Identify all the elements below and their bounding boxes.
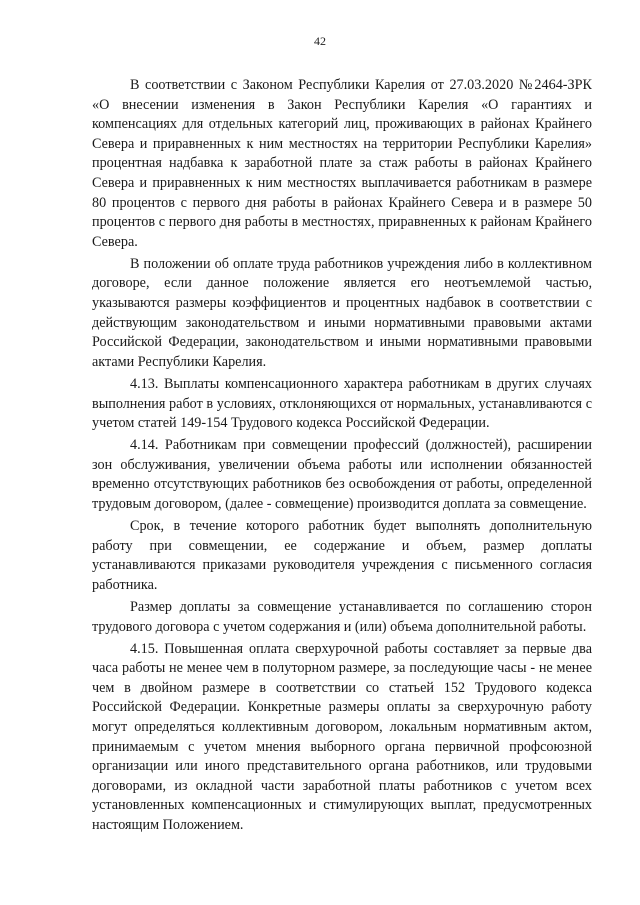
page-number: 42 [314, 34, 326, 48]
paragraph-combination-term: Срок, в течение которого работник будет выполнять дополнительную работу при совмещении, ее содержание и объем, размер доплаты устанавливаются приказами руководителя учреждения с письменного согласия работника. [92, 518, 592, 593]
paragraph-4-14: 4.14. Работникам при совмещении профессий (должностей), расширении зон обслуживания, увеличении объема работы или исполнении обязанностей временно отсутствующих работников без освобождения от работы, определенной трудовым договором, (далее - совмещение) производится доплата за совмещение. [92, 437, 592, 512]
document-body [92, 76, 592, 838]
paragraph-4-13: 4.13. Выплаты компенсационного характера работникам в других случаях выполнения работ в условиях, отклоняющихся от нормальных, устанавливаются с учетом статей 149-154 Трудового кодекса Российской Федерации. [92, 375, 592, 432]
paragraph-combination-amount: Размер доплаты за совмещение устанавливается по соглашению сторон трудового договора с учетом содержания и (или) объема дополнительной работы. [92, 598, 592, 635]
paragraph-pay-regulation: В положении об оплате труда работников учреждения либо в коллективном договоре, если данное положение является его неотъемлемой частью, указываются размеры коэффициентов и процентных надбавок в соответствии с действующим законодательством и иными нормативными правовыми актами Российской Федерации, законодательством и иными нормативными правовыми актами Республики Карелия. [92, 255, 592, 370]
paragraph-4-15: 4.15. Повышенная оплата сверхурочной работы составляет за первые два часа работы не менее чем в полуторном размере, за последующие часы - не менее чем в двойном размере в соответствии со статьей 152 Трудового кодекса Российской Федерации. Конкретные размеры оплаты за сверхурочную работу могут определяться коллективным договором, локальным нормативным актом, принимаемым с учетом мнения выборного органа первичной профсоюзной организации или иного представительного органа работников, или трудовыми договорами, из окладной части заработной платы работников с учетом всех установленных компенсационных и стимулирующих выплат, предусмотренных настоящим Положением. [92, 640, 592, 833]
paragraph-karelia-law: В соответствии с Законом Республики Карелия от 27.03.2020 №2464-ЗРК «О внесении изменения в Закон Республики Карелия «О гарантиях и компенсациях для отдельных категорий лиц, проживающих в районах Крайнего Севера и приравненных к ним местностях на территории Республики Карелия» процентная надбавка к заработной плате за стаж работы в районах Крайнего Севера и приравненных к ним местностях выплачивается работникам в размере 80 процентов с первого дня работы в районах Крайнего Севера и в размере 50 процентов с первого дня работы в местностях, приравненных к районам Крайнего Севера. [92, 77, 592, 250]
